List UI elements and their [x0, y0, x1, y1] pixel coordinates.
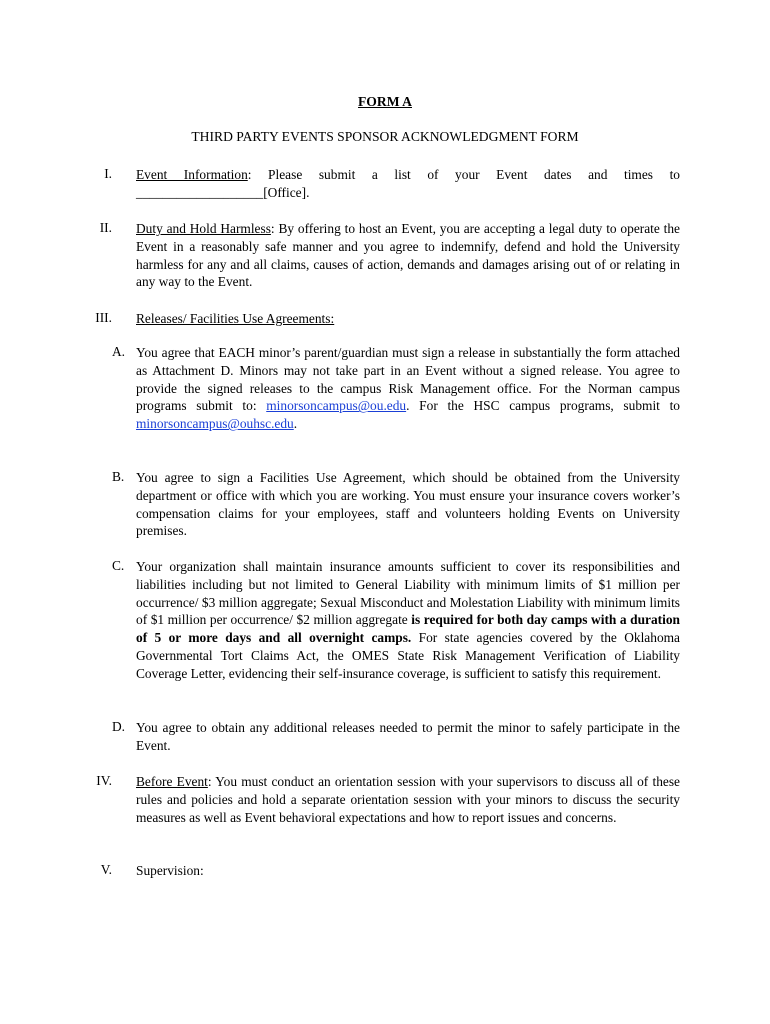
form-subtitle: THIRD PARTY EVENTS SPONSOR ACKNOWLEDGMENT FORM	[191, 129, 579, 144]
section-text: : Please submit a list of your Event dates and times to ___________________[Office].	[136, 167, 680, 200]
subsection-letter: B.	[112, 469, 125, 484]
subsection-text: Your organization shall maintain insurance amounts sufficient to cover its responsibilities and liabilities including but not limited to General Liability with minimum limits of $1 million per occurrence/ $3 million aggregate; Sexual Misconduct and Molestation Liability with minimum limits of $1 million per occurrence/ $2 million aggregate	[136, 559, 680, 628]
hsc-email-link[interactable]: minorsoncampus@ouhsc.edu	[136, 416, 294, 432]
section-body	[136, 220, 680, 291]
section-number: I.	[104, 166, 112, 181]
section-body	[136, 773, 680, 826]
section-heading: Before Event	[136, 774, 208, 789]
section-body	[136, 310, 680, 328]
section-text: : You must conduct an orientation session with your supervisors to discuss all of these rules and policies and hold a separate orientation session with your minors to discuss the security measures as well as Event behavioral expectations and how to report issues and concerns.	[136, 774, 680, 825]
subsection-body	[136, 558, 680, 683]
section-heading: Supervision:	[136, 863, 204, 878]
section-number: II.	[99, 220, 112, 235]
form-title: FORM A	[358, 94, 412, 109]
subsection-letter: D.	[112, 719, 126, 734]
subsection-text: You agree that EACH minor’s parent/guardian must sign a release in substantially the form attached as Attachment D. Minors may not take part in an Event without a signed release. You agree to provide the signed releases to the campus Risk Management office. For the Norman campus programs submit to:	[136, 345, 680, 414]
subsection-letter: A.	[112, 344, 126, 359]
section-heading: Duty and Hold Harmless	[136, 221, 271, 236]
section-body	[136, 862, 680, 880]
subsection-body: You agree to sign a Facilities Use Agreement, which should be obtained from the University department or office with which you are working. You must ensure your insurance covers worker’s compensation claims for your employees, staff and volunteers holding Events on University premises.	[136, 470, 680, 539]
subsection-text: .	[293, 416, 298, 432]
subsection-body: You agree to obtain any additional releases needed to permit the minor to safely participate in the Event.	[136, 720, 680, 753]
subsection-text: . For the HSC campus programs, submit to	[406, 398, 680, 414]
section-number: III.	[95, 310, 112, 325]
subsection-text: For state agencies covered by the Oklahoma Governmental Tort Claims Act, the OMES State Risk Management Verification of Liability Coverage Letter, evidencing their self-insurance coverage, is sufficient to satisfy this requirement.	[136, 630, 680, 681]
section-heading: Releases/ Facilities Use Agreements:	[136, 311, 335, 326]
subsection-bold-text: is required for both day camps with a duration of 5 or more days and all overnight camps.	[136, 612, 680, 646]
section-number: IV.	[96, 773, 112, 788]
section-number: V.	[100, 862, 112, 877]
section-text: : By offering to host an Event, you are accepting a legal duty to operate the Event in a reasonably safe manner and you agree to indemnify, defend and hold the University harmless for any and all claims, causes of action, demands and damages arising out of or relating in any way to the Event.	[136, 221, 680, 290]
subsection-letter: C.	[112, 558, 125, 573]
norman-email-link[interactable]: minorsoncampus@ou.edu	[266, 398, 407, 414]
section-body	[136, 166, 680, 202]
section-heading: Event Information	[136, 167, 248, 182]
subsection-body	[136, 344, 680, 433]
